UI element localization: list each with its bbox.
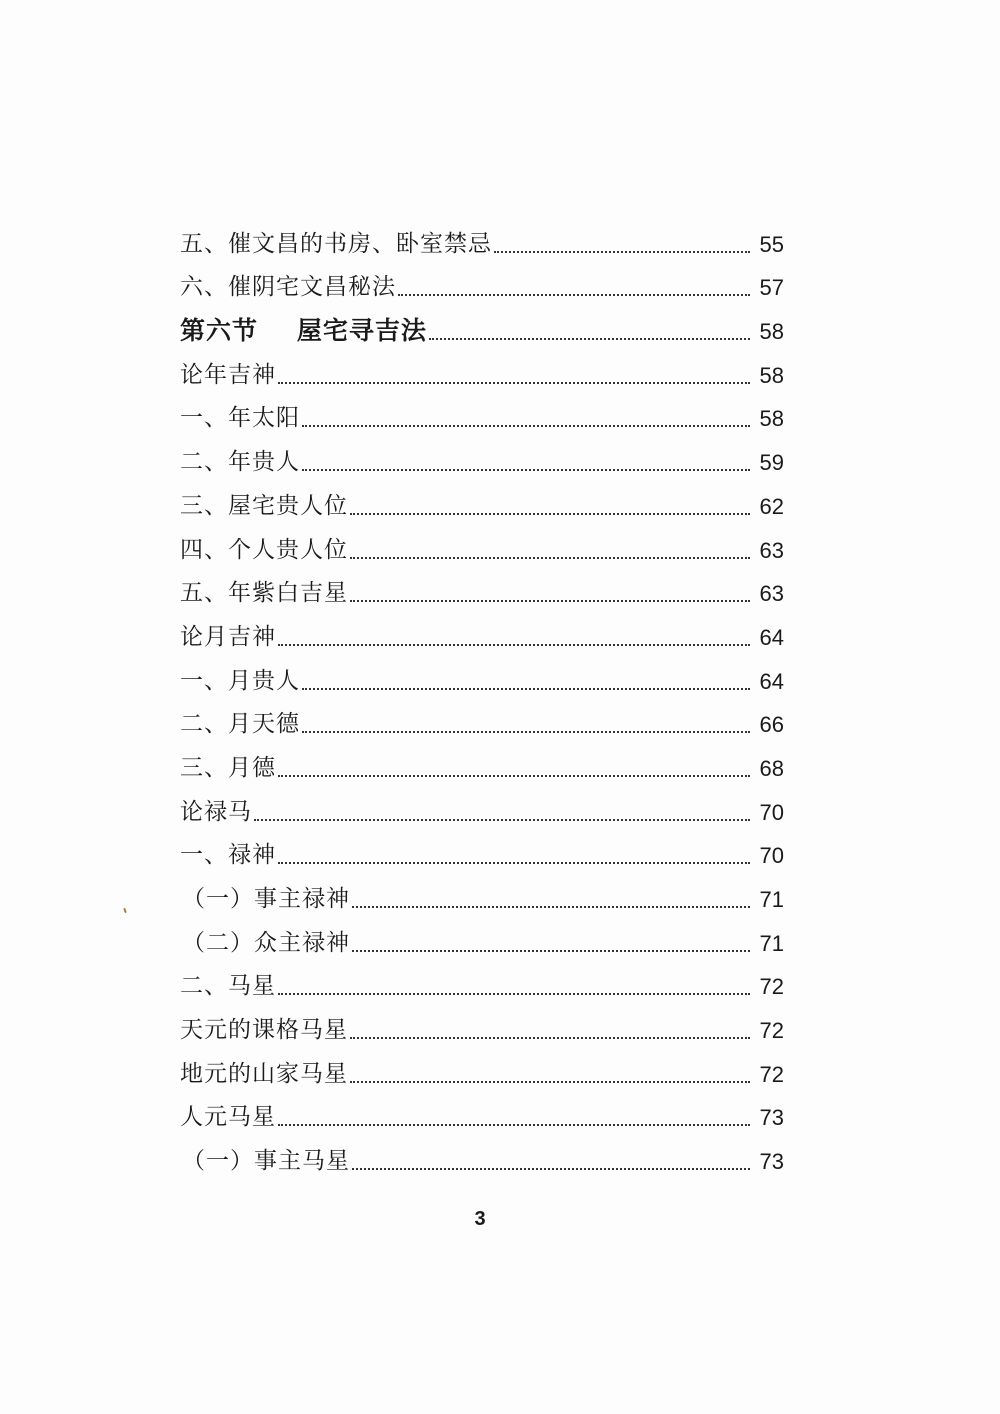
toc-entry-title: （二）众主禄神 <box>182 929 350 956</box>
dot-leader <box>350 600 750 602</box>
toc-entry-title: 人元马星 <box>180 1104 276 1131</box>
page-number: 3 <box>474 1208 486 1230</box>
dot-leader <box>352 950 750 952</box>
dot-leader <box>278 775 750 777</box>
toc-entry <box>180 524 784 568</box>
toc-entry <box>180 218 784 262</box>
toc-entry-title: 五、年紫白吉星 <box>180 580 348 607</box>
dot-leader <box>302 688 750 690</box>
dot-leader <box>398 294 750 296</box>
toc-entry <box>180 1004 784 1048</box>
dot-leader <box>352 906 750 908</box>
toc-section-heading <box>180 305 784 349</box>
toc-entry-page: 68 <box>759 755 784 781</box>
dot-leader <box>278 993 750 995</box>
toc-entry-title: 论年吉神 <box>180 361 276 388</box>
toc-entry-page: 62 <box>759 493 784 519</box>
toc-entry-page: 66 <box>759 712 784 738</box>
toc-entry-page: 57 <box>759 275 784 301</box>
toc-entry <box>180 611 784 655</box>
toc-entry-page: 64 <box>759 668 784 694</box>
toc-entry-page: 58 <box>759 362 784 388</box>
toc-entry-page: 71 <box>759 930 784 956</box>
dot-leader <box>429 338 750 340</box>
toc-entry <box>180 436 784 480</box>
toc-entry-title: （一）事主马星 <box>182 1148 350 1175</box>
toc-entry <box>180 1135 784 1179</box>
toc-entry-title: 一、禄神 <box>180 842 276 869</box>
dot-leader <box>278 862 750 864</box>
toc-entry <box>180 699 784 743</box>
toc-entry <box>180 917 784 961</box>
toc-entry-title: 二、年贵人 <box>180 449 300 476</box>
toc-entry <box>180 873 784 917</box>
toc-entry-page: 73 <box>759 1105 784 1131</box>
toc-entry-page: 63 <box>759 581 784 607</box>
dot-leader <box>350 1037 750 1039</box>
toc-entry-title: 第六节 屋宅寻吉法 <box>180 316 427 346</box>
dot-leader <box>350 557 750 559</box>
toc-entry-page: 72 <box>759 1061 784 1087</box>
toc-entry-title: 二、马星 <box>180 973 276 1000</box>
toc-entry-page: 63 <box>759 537 784 563</box>
dot-leader <box>302 469 750 471</box>
toc-entry-title: 论禄马 <box>180 798 252 825</box>
toc-entry <box>180 742 784 786</box>
toc-entry-title: 四、个人贵人位 <box>180 536 348 563</box>
toc-entry-title: 二、月天德 <box>180 711 300 738</box>
toc-entry-title: 论月吉神 <box>180 623 276 650</box>
toc-entry <box>180 786 784 830</box>
dot-leader <box>278 1124 750 1126</box>
toc-entry <box>180 1092 784 1136</box>
table-of-contents <box>180 218 784 1179</box>
toc-entry-page: 58 <box>759 406 784 432</box>
toc-entry <box>180 480 784 524</box>
toc-entry-title: 三、月德 <box>180 754 276 781</box>
toc-entry-title: 一、年太阳 <box>180 405 300 432</box>
toc-entry-title: 五、催文昌的书房、卧室禁忌 <box>180 230 492 257</box>
toc-entry-page: 73 <box>759 1149 784 1175</box>
toc-entry-page: 64 <box>759 624 784 650</box>
toc-entry-page: 58 <box>759 319 784 345</box>
dot-leader <box>350 513 750 515</box>
scan-speck <box>123 908 127 913</box>
dot-leader <box>494 251 750 253</box>
dot-leader <box>302 425 750 427</box>
toc-entry-page: 71 <box>759 887 784 912</box>
dot-leader <box>302 731 750 733</box>
toc-entry-title: 地元的山家马星 <box>180 1060 348 1087</box>
toc-entry <box>180 655 784 699</box>
toc-entry-page: 72 <box>759 1018 784 1044</box>
toc-entry-title: 一、月贵人 <box>180 667 300 694</box>
toc-entry-title: 六、催阴宅文昌秘法 <box>180 274 396 301</box>
toc-entry-page: 72 <box>759 974 784 1000</box>
toc-entry-page: 70 <box>759 799 784 825</box>
toc-entry-page: 55 <box>759 231 784 257</box>
toc-entry-title: （一）事主禄神 <box>182 886 350 912</box>
dot-leader <box>278 644 750 646</box>
toc-entry <box>180 830 784 874</box>
toc-entry <box>180 1048 784 1092</box>
toc-entry-title: 三、屋宅贵人位 <box>180 492 348 519</box>
toc-entry <box>180 393 784 437</box>
dot-leader <box>350 1081 750 1083</box>
toc-entry-page: 70 <box>759 843 784 869</box>
toc-entry <box>180 961 784 1005</box>
toc-entry <box>180 349 784 393</box>
dot-leader <box>278 382 750 384</box>
toc-entry <box>180 262 784 306</box>
toc-entry-page: 59 <box>759 450 784 476</box>
dot-leader <box>352 1168 750 1170</box>
toc-entry <box>180 568 784 612</box>
toc-entry-title: 天元的课格马星 <box>180 1017 348 1044</box>
dot-leader <box>254 819 750 821</box>
